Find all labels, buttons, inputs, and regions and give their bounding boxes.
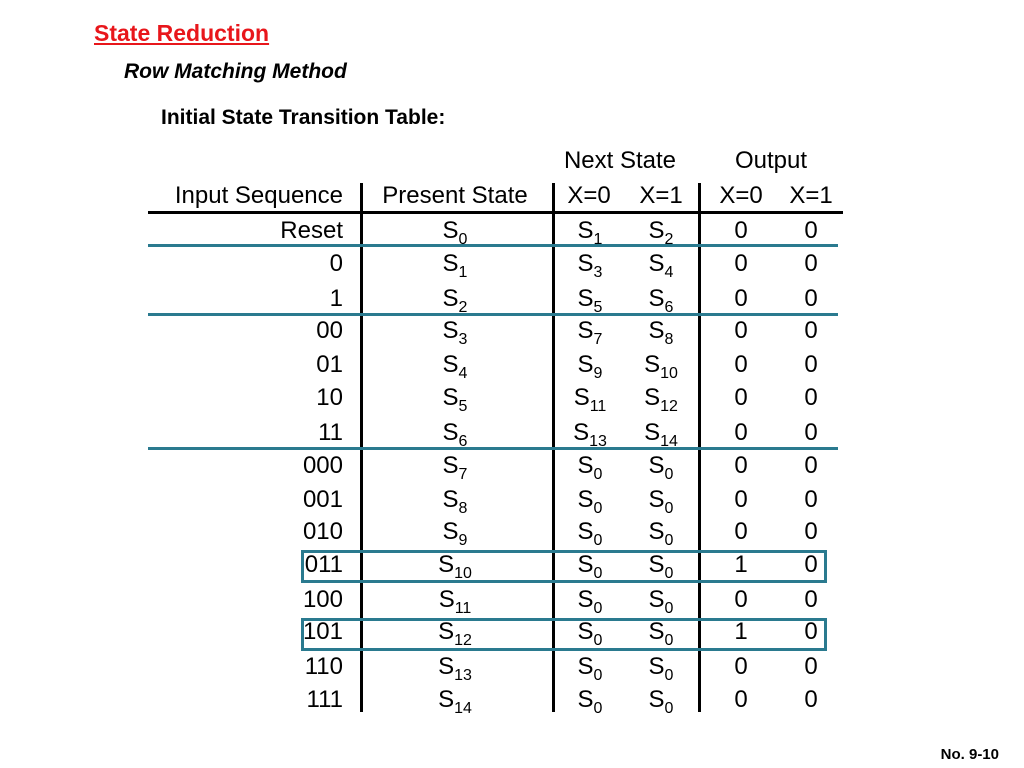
output-x0-cell: 0 [734,217,748,244]
next-state-x1-cell-index: 0 [664,500,674,517]
next-state-x0-cell-index: 0 [593,500,603,517]
input-sequence-cell: 11 [318,419,343,446]
next-state-x0-cell-index: 3 [593,264,603,281]
output-x1-cell: 0 [804,384,818,411]
present-state-cell: $S_9$ [442,518,468,549]
input-sequence-cell: 100 [302,586,343,613]
next-state-x1-cell: $S_8$ [648,317,674,348]
input-sequence-cell: Reset [280,217,343,244]
next-state-x0-cell: $S_{13}$ [573,419,607,450]
present-state-cell: $S_5$ [442,384,468,415]
present-state-cell: $S_4$ [442,351,468,382]
next-state-x0-cell-index: 0 [593,632,603,649]
output-x1-cell: 0 [804,486,818,513]
next-state-x1-cell-index: 10 [660,365,678,382]
header-output-x1: X=1 [789,182,833,209]
present-state-cell-index: 13 [454,667,472,684]
present-state-cell: $S_3$ [442,317,468,348]
next-state-x1-cell: $S_0$ [648,686,674,717]
header-output-x0: X=0 [719,182,763,209]
next-state-x1-cell: $S_0$ [648,518,674,549]
input-sequence-cell: 01 [316,351,343,378]
output-x0-cell: 0 [734,586,748,613]
next-state-x1-cell: $S_0$ [648,551,674,582]
header-next-state-x0: X=0 [567,182,611,209]
present-state-cell: $S_1$ [442,250,468,281]
next-state-x0-cell: $S_{11}$ [573,384,607,415]
header-output: Output [734,147,808,174]
next-state-x1-cell: $S_4$ [648,250,674,281]
output-x0-cell: 0 [734,686,748,713]
next-state-x1-cell: $S_0$ [648,486,674,517]
input-sequence-cell: 000 [302,452,343,479]
next-state-x0-cell: $S_0$ [577,586,603,617]
present-state-cell: $S_8$ [442,486,468,517]
next-state-x0-cell-index: 7 [593,331,603,348]
output-x0-cell: 0 [734,285,748,312]
output-x0-cell: 0 [734,452,748,479]
next-state-x0-cell: $S_1$ [577,217,603,248]
header-rule [148,211,843,214]
input-sequence-cell: 111 [306,686,343,713]
input-sequence-cell: 00 [316,317,343,344]
output-x1-cell: 0 [804,618,818,645]
next-state-x1-cell: $S_{10}$ [644,351,678,382]
next-state-x1-cell-index: 0 [664,667,674,684]
present-state-cell: $S_{13}$ [438,653,472,684]
output-x1-cell: 0 [804,250,818,277]
next-state-x1-cell-index: 0 [664,466,674,483]
next-state-x0-cell-index: 0 [593,565,603,582]
present-state-cell-index: 14 [454,700,472,717]
next-state-x0-cell: $S_0$ [577,486,603,517]
next-state-x0-cell-index: 0 [593,700,603,717]
input-sequence-cell: 010 [302,518,343,545]
output-x1-cell: 0 [804,285,818,312]
present-state-cell-index: 11 [454,600,472,617]
header-input-sequence: Input Sequence [174,182,343,209]
present-state-cell: $S_2$ [442,285,468,316]
output-x0-cell: 1 [734,551,748,578]
header-next-state-x1: X=1 [639,182,683,209]
output-x0-cell: 0 [734,419,748,446]
output-x1-cell: 0 [804,686,818,713]
next-state-x1-cell: $S_{12}$ [644,384,678,415]
highlight-box-row-101 [301,618,827,651]
output-x0-cell: 0 [734,351,748,378]
group-separator-2 [148,313,838,316]
table-title: Initial State Transition Table: [161,106,446,129]
next-state-x1-cell-index: 0 [664,700,674,717]
next-state-x1-cell: $S_6$ [648,285,674,316]
present-state-cell-index: 5 [458,398,468,415]
output-x1-cell: 0 [804,419,818,446]
header-present-state: Present State [382,182,528,209]
input-sequence-cell: 011 [304,551,343,578]
next-state-x0-cell-index: 1 [593,231,603,248]
present-state-cell-index: 6 [458,433,468,450]
next-state-x1-cell-index: 0 [664,632,674,649]
next-state-x0-cell: $S_3$ [577,250,603,281]
output-x1-cell: 0 [804,551,818,578]
slide-title: State Reduction [94,20,270,46]
present-state-cell: $S_7$ [442,452,468,483]
next-state-x1-cell: $S_0$ [648,653,674,684]
present-state-cell-index: 8 [458,500,468,517]
present-state-cell-index: 4 [458,365,468,382]
present-state-cell-index: 12 [454,632,472,649]
next-state-x1-cell-index: 14 [660,433,678,450]
highlight-box-row-011 [301,550,827,583]
output-x0-cell: 0 [734,384,748,411]
next-state-x1-cell: $S_{14}$ [644,419,678,450]
header-next-state: Next State [563,147,677,174]
next-state-x0-cell: $S_5$ [577,285,603,316]
next-state-x1-cell: $S_0$ [648,618,674,649]
slide-number: No. 9-10 [940,746,999,763]
slide-subtitle: Row Matching Method [124,60,347,83]
next-state-x1-cell-index: 4 [664,264,674,281]
present-state-cell: $S_6$ [442,419,468,450]
input-sequence-cell: 0 [329,250,343,277]
next-state-x0-cell: $S_0$ [577,518,603,549]
next-state-x1-cell: $S_0$ [648,452,674,483]
present-state-cell: $S_0$ [442,217,468,248]
next-state-x0-cell-index: 9 [593,365,603,382]
next-state-x0-cell-index: 0 [593,466,603,483]
next-state-x0-cell: $S_9$ [577,351,603,382]
output-x1-cell: 0 [804,653,818,680]
present-state-cell: $S_{12}$ [438,618,472,649]
present-state-cell-index: 3 [458,331,468,348]
next-state-x1-cell-index: 2 [664,231,674,248]
present-state-cell-index: 2 [458,299,468,316]
next-state-x1-cell-index: 6 [664,299,674,316]
output-x1-cell: 0 [804,317,818,344]
input-sequence-cell: 101 [302,618,343,645]
group-separator-3 [148,447,838,450]
present-state-cell: $S_{14}$ [438,686,472,717]
input-sequence-cell: 001 [302,486,343,513]
next-state-x0-cell-index: 0 [593,600,603,617]
present-state-cell-index: 0 [458,231,468,248]
output-x1-cell: 0 [804,518,818,545]
next-state-x0-cell-index: 11 [589,398,607,415]
present-state-cell-index: 7 [458,466,468,483]
output-x1-cell: 0 [804,217,818,244]
present-state-cell-index: 9 [458,532,468,549]
input-sequence-cell: 110 [304,653,343,680]
next-state-x1-cell-index: 12 [660,398,678,415]
next-state-x0-cell-index: 5 [593,299,603,316]
output-x0-cell: 1 [734,618,748,645]
next-state-x1-cell-index: 0 [664,600,674,617]
output-x1-cell: 0 [804,452,818,479]
next-state-x1-cell: $S_2$ [648,217,674,248]
next-state-x0-cell: $S_0$ [577,551,603,582]
next-state-x0-cell-index: 13 [589,433,607,450]
present-state-cell-index: 1 [458,264,468,281]
next-state-x0-cell-index: 0 [593,667,603,684]
next-state-x1-cell: $S_0$ [648,586,674,617]
next-state-x1-cell-index: 0 [664,565,674,582]
output-x0-cell: 0 [734,653,748,680]
output-x1-cell: 0 [804,586,818,613]
next-state-x0-cell: $S_0$ [577,618,603,649]
output-x0-cell: 0 [734,250,748,277]
input-sequence-cell: 10 [316,384,343,411]
output-x0-cell: 0 [734,486,748,513]
output-x0-cell: 0 [734,317,748,344]
present-state-cell-index: 10 [454,565,472,582]
present-state-cell: $S_{10}$ [438,551,472,582]
input-sequence-cell: 1 [329,285,343,312]
output-x0-cell: 0 [734,518,748,545]
present-state-cell: $S_{11}$ [438,586,472,617]
next-state-x1-cell-index: 0 [664,532,674,549]
next-state-x0-cell: $S_0$ [577,653,603,684]
next-state-x1-cell-index: 8 [664,331,674,348]
next-state-x0-cell: $S_7$ [577,317,603,348]
next-state-x0-cell: $S_0$ [577,452,603,483]
output-x1-cell: 0 [804,351,818,378]
next-state-x0-cell: $S_0$ [577,686,603,717]
next-state-x0-cell-index: 0 [593,532,603,549]
